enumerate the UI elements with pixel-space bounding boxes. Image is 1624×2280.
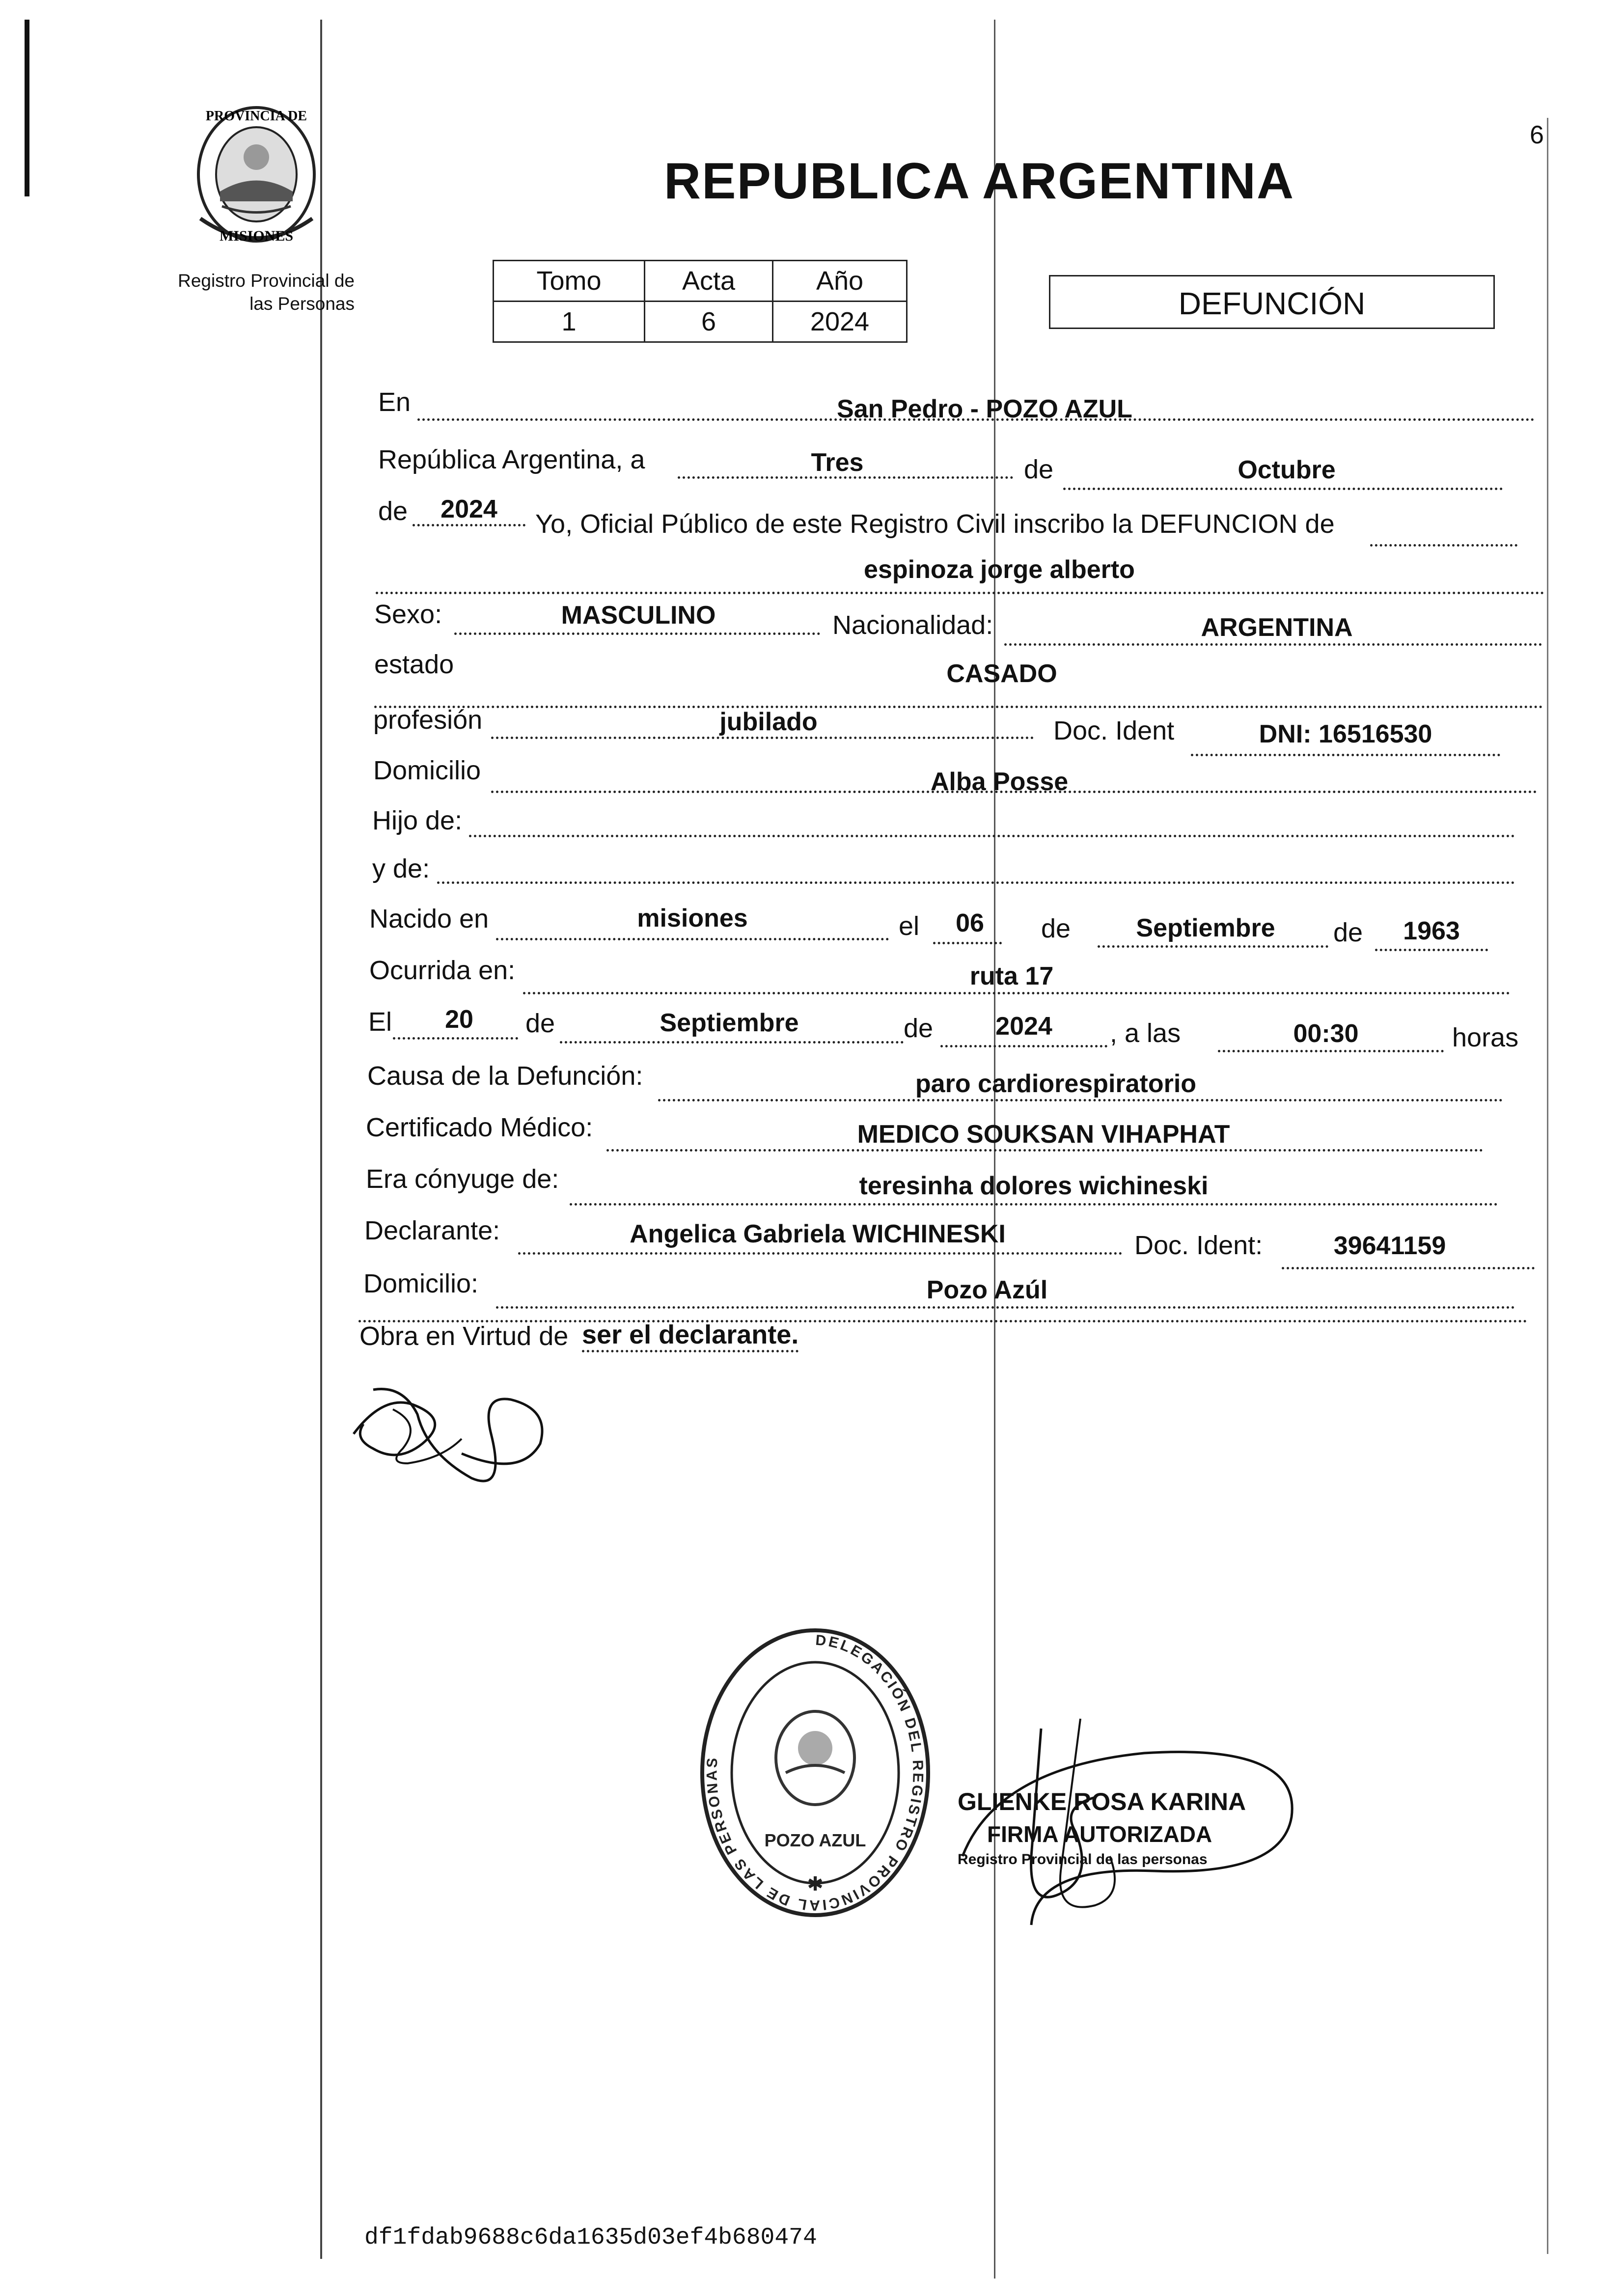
- org-line2: las Personas: [249, 294, 355, 314]
- dotted-line: [1191, 754, 1500, 756]
- label-declarante: Declarante:: [364, 1216, 500, 1245]
- dotted-line: [469, 835, 1515, 837]
- table-header-tomo: Tomo: [494, 261, 645, 302]
- dotted-line: [374, 706, 1543, 708]
- stamp-name: GLIENKE ROSA KARINA: [958, 1788, 1246, 1815]
- label-hijo-de: Hijo de:: [372, 806, 463, 835]
- label-sexo: Sexo:: [374, 600, 442, 629]
- table-header-ano: Año: [773, 261, 907, 302]
- label-de: de: [1333, 918, 1363, 947]
- stamp-ring-text: DELEGACIÓN DEL REGISTRO PROVINCIAL DE LAS PERSONAS: [704, 1632, 926, 1914]
- year-value: 2024: [440, 495, 497, 523]
- label-republica: República Argentina, a: [378, 445, 645, 474]
- stamp-center-text: POZO AZUL: [764, 1830, 866, 1850]
- label-nacido-en: Nacido en: [369, 904, 489, 934]
- label-de: de: [1041, 914, 1071, 943]
- dotted-line: [1218, 1050, 1444, 1052]
- obra-value: ser el declarante.: [582, 1319, 798, 1352]
- dotted-line: [570, 1203, 1498, 1206]
- declarante-value: Angelica Gabriela WICHINESKI: [630, 1220, 1006, 1248]
- label-en: En: [378, 387, 411, 417]
- deceased-name-value: espinoza jorge alberto: [864, 555, 1135, 584]
- dotted-line: [1004, 643, 1542, 646]
- table-value-acta: 6: [645, 302, 773, 342]
- death-year-value: 2024: [995, 1012, 1052, 1041]
- document-title: REPUBLICA ARGENTINA: [664, 153, 1295, 210]
- certificado-value: MEDICO SOUKSAN VIHAPHAT: [857, 1120, 1230, 1149]
- org-name: [158, 269, 355, 315]
- stamp-org: Registro Provincial de las personas: [958, 1851, 1208, 1868]
- dotted-line: [496, 938, 889, 940]
- table-value-ano: 2024: [773, 302, 907, 342]
- org-line1: Registro Provincial de: [178, 271, 355, 291]
- document-hash: df1fdab9688c6da1635d03ef4b680474: [364, 2225, 817, 2251]
- birth-place-value: misiones: [637, 904, 748, 933]
- declarante-domicilio-value: Pozo Azúl: [926, 1276, 1048, 1304]
- label-obra: Obra en Virtud de: [359, 1321, 569, 1351]
- declarant-signature: [344, 1365, 565, 1512]
- label-conyuge: Era cónyuge de:: [366, 1164, 559, 1194]
- authorized-signature-stamp: [948, 1709, 1341, 1945]
- declarante-doc-value: 39641159: [1333, 1232, 1446, 1260]
- left-edge-mark: [25, 20, 29, 196]
- svg-text:✱: ✱: [807, 1873, 824, 1895]
- label-y-de: y de:: [372, 854, 430, 883]
- death-month-value: Septiembre: [660, 1009, 799, 1037]
- birth-month-value: Septiembre: [1136, 914, 1275, 942]
- right-margin-line: [1547, 118, 1548, 2254]
- dotted-line: [1375, 949, 1488, 951]
- stamp-role: FIRMA AUTORIZADA: [987, 1821, 1212, 1847]
- dotted-line: [437, 881, 1515, 884]
- dotted-line: [518, 1252, 1122, 1255]
- estado-value: CASADO: [946, 659, 1057, 688]
- label-doc-ident-2: Doc. Ident:: [1134, 1231, 1263, 1260]
- svg-text:PROVINCIA DE: PROVINCIA DE: [205, 109, 307, 124]
- doc-value: DNI: 16516530: [1259, 720, 1432, 748]
- officer-text: Yo, Oficial Público de este Registro Civil inscribo la DEFUNCION de: [535, 509, 1335, 539]
- table-value-tomo: 1: [494, 302, 645, 342]
- place-value: San Pedro - POZO AZUL: [837, 395, 1132, 423]
- birth-year-value: 1963: [1403, 917, 1460, 945]
- month-value: Octubre: [1238, 456, 1336, 484]
- label-domicilio: Domicilio: [373, 756, 481, 785]
- record-type-box: DEFUNCIÓN: [1049, 275, 1495, 329]
- nacionalidad-value: ARGENTINA: [1201, 613, 1353, 642]
- dotted-line: [560, 1041, 904, 1044]
- label-de: de: [904, 1014, 934, 1043]
- dotted-line: [1370, 544, 1517, 547]
- label-doc-ident: Doc. Ident: [1053, 716, 1175, 745]
- profesion-value: jubilado: [719, 708, 818, 736]
- label-domicilio-2: Domicilio:: [363, 1269, 479, 1298]
- left-margin-line: [320, 20, 322, 2259]
- page-number: 6: [1530, 121, 1544, 149]
- misiones-coat-of-arms-logo: [186, 101, 327, 248]
- sexo-value: MASCULINO: [561, 601, 716, 630]
- domicilio-value: Alba Posse: [930, 768, 1069, 796]
- label-nacionalidad: Nacionalidad:: [832, 610, 993, 640]
- dotted-line: [496, 1306, 1515, 1309]
- causa-value: paro cardiorespiratorio: [915, 1070, 1197, 1098]
- dotted-line: [393, 1037, 518, 1040]
- label-horas: horas: [1452, 1023, 1519, 1052]
- dotted-line: [413, 524, 525, 526]
- label-de: de: [378, 496, 408, 526]
- label-causa: Causa de la Defunción:: [367, 1061, 643, 1091]
- svg-text:DELEGACIÓN DEL REGISTRO PROVIN: [704, 1632, 926, 1914]
- label-el: el: [899, 911, 920, 941]
- label-profesion: profesión: [373, 705, 483, 735]
- dotted-line: [933, 942, 1002, 944]
- label-certificado: Certificado Médico:: [366, 1113, 593, 1142]
- svg-text:MISIONES: MISIONES: [219, 228, 294, 244]
- label-de: de: [1024, 455, 1054, 484]
- label-el-death: El: [368, 1007, 392, 1037]
- birth-day-value: 06: [956, 909, 984, 937]
- dotted-line: [1063, 488, 1503, 490]
- dotted-line: [1098, 945, 1328, 948]
- label-ocurrida-en: Ocurrida en:: [369, 956, 516, 985]
- delegacion-stamp: [688, 1616, 943, 1930]
- death-time-value: 00:30: [1293, 1019, 1359, 1048]
- dotted-line: [523, 992, 1510, 994]
- dotted-line: [491, 737, 1034, 739]
- dotted-line: [454, 632, 820, 635]
- dotted-line: [606, 1149, 1483, 1152]
- conyuge-value: teresinha dolores wichineski: [859, 1172, 1209, 1200]
- label-estado: estado: [374, 650, 454, 679]
- dotted-line: [1282, 1267, 1535, 1269]
- dotted-line: [376, 592, 1544, 594]
- record-table: [493, 260, 908, 343]
- dotted-line: [940, 1045, 1107, 1047]
- ocurrida-en-value: ruta 17: [969, 962, 1054, 990]
- table-header-acta: Acta: [645, 261, 773, 302]
- day-value: Tres: [811, 448, 864, 477]
- label-a-las: , a las: [1110, 1018, 1181, 1048]
- label-de: de: [525, 1009, 555, 1038]
- dotted-line: [658, 1099, 1503, 1101]
- death-day-value: 20: [445, 1005, 473, 1034]
